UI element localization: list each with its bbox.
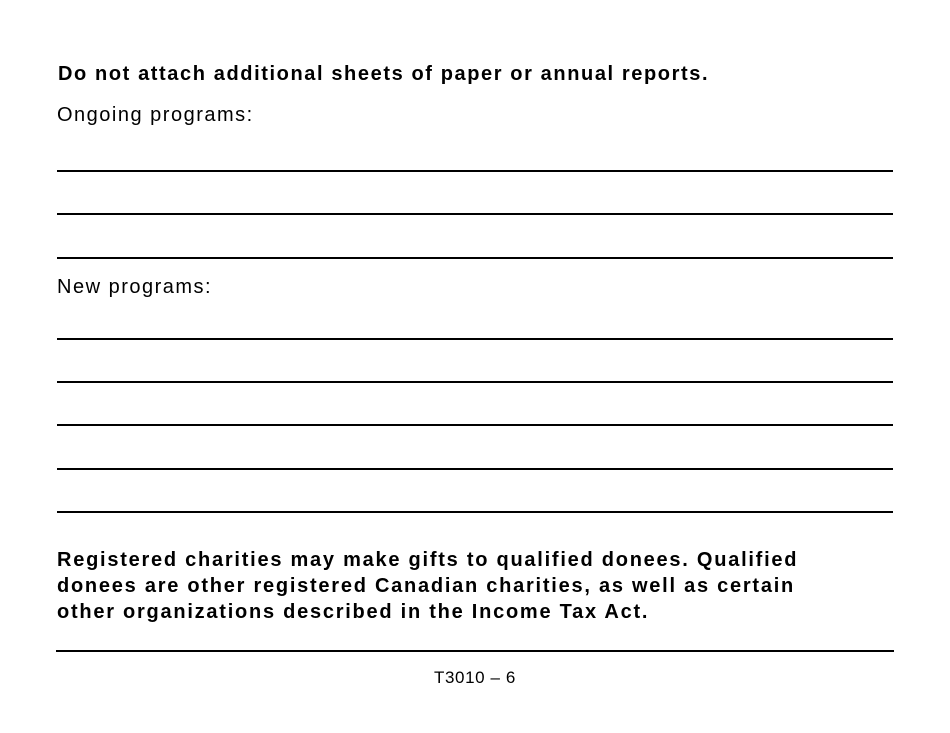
new-programs-label: New programs: — [57, 276, 213, 298]
ongoing-programs-label: Ongoing programs: — [57, 104, 254, 126]
new-programs-line-2[interactable] — [57, 381, 893, 383]
instruction-text: Do not attach additional sheets of paper or annual reports. — [58, 63, 710, 85]
ongoing-programs-line-1[interactable] — [57, 170, 893, 172]
ongoing-programs-line-3[interactable] — [57, 257, 893, 259]
page-number: T3010 – 6 — [434, 668, 516, 687]
new-programs-line-1[interactable] — [57, 338, 893, 340]
new-programs-line-5[interactable] — [57, 511, 893, 513]
new-programs-line-4[interactable] — [57, 468, 893, 470]
qualified-donees-notice — [57, 547, 897, 625]
ongoing-programs-line-2[interactable] — [57, 213, 893, 215]
notice-line-3: other organizations described in the Income Tax Act. — [57, 601, 650, 623]
new-programs-line-3[interactable] — [57, 424, 893, 426]
notice-line-2: donees are other registered Canadian charities, as well as certain — [57, 575, 795, 597]
notice-line-1: Registered charities may make gifts to qualified donees. Qualified — [57, 549, 799, 571]
footer-divider — [56, 650, 894, 652]
